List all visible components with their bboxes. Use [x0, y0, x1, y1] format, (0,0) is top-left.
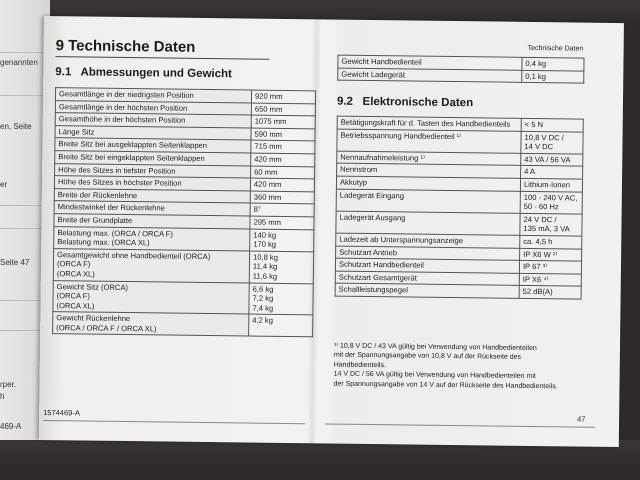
- page-number: 47: [577, 414, 586, 424]
- row-value: 6,6 kg 7,2 kg 7,4 kg: [249, 283, 313, 316]
- row-value: 920 mm: [251, 90, 315, 103]
- row-label: Gewicht Rückenlehne (ORCA / ORCA F / ORCA XL): [53, 312, 249, 337]
- table-row: [335, 283, 581, 299]
- previous-page-fragment: genannten: [0, 58, 38, 67]
- previous-page-fragment: Seite 47: [0, 258, 30, 267]
- row-value: ca. 4,5 h: [520, 235, 582, 248]
- row-label: Betätigungskraft für d. Tasten des Handbedienteils: [337, 116, 521, 131]
- row-value: 1075 mm: [251, 115, 315, 128]
- section-number: 9.2: [336, 95, 354, 108]
- row-label: Schallleistungspegel: [335, 283, 519, 298]
- row-value: 420 mm: [251, 153, 315, 166]
- footer-rule: [43, 420, 305, 424]
- section-number: 9.1: [55, 66, 72, 79]
- previous-page-fragment: er: [0, 180, 8, 189]
- section-heading-dimensions: [55, 66, 232, 80]
- section-title: Abmessungen und Gewicht: [80, 66, 232, 81]
- row-value: Lithium-Ionen: [520, 178, 582, 191]
- row-label: Betriebsspannung Handbedienteil ¹⁾: [337, 129, 521, 153]
- row-value: 420 mm: [250, 178, 314, 191]
- row-label: Ladezeit ab Unterspannungsanzeige: [336, 233, 520, 248]
- row-value: 10,8 V DC / 14 V DC: [521, 131, 583, 154]
- table-row: [53, 280, 313, 315]
- document-number: 1574469-A: [43, 408, 80, 418]
- chapter-title: [56, 37, 196, 56]
- footer-rule: [325, 423, 595, 427]
- row-value: 0,4 kg: [522, 57, 584, 70]
- row-value: < 5 N: [521, 118, 583, 131]
- row-label: Schutzart Antrieb: [336, 246, 520, 261]
- row-label: Höhe des Sitzes in tiefster Position: [55, 163, 251, 178]
- row-label: Akkutyp: [336, 176, 520, 191]
- row-value: 650 mm: [251, 103, 315, 116]
- weights-continued-table: [337, 55, 584, 84]
- chapter-rule: [55, 56, 269, 60]
- row-label: Gesamthöhe in der höchsten Position: [55, 113, 251, 128]
- row-value: 360 mm: [250, 191, 314, 204]
- row-value: 140 kg 170 kg: [250, 229, 314, 252]
- row-label: Breite der Rückenlehne: [54, 188, 250, 203]
- table-row: [336, 211, 582, 236]
- row-value: 295 mm: [250, 216, 314, 229]
- row-value: 0,1 kg: [522, 70, 584, 83]
- row-label: Ladegerät Ausgang: [336, 211, 520, 235]
- running-head: Technische Daten: [527, 44, 584, 53]
- row-value: 43 VA / 56 VA: [521, 153, 583, 166]
- row-label: Länge Sitz: [55, 125, 251, 140]
- row-label: Schutzart Gesamtgerät: [335, 271, 519, 286]
- row-label: Gewicht Sitz (ORCA) (ORCA F) (ORCA XL): [53, 280, 249, 314]
- row-value: 60 mm: [251, 166, 315, 179]
- chapter-name: Technische Daten: [68, 37, 196, 56]
- row-value: 10,8 kg 11,4 kg 11,6 kg: [249, 251, 313, 284]
- table-row: [54, 226, 314, 251]
- previous-page-fragment: h: [0, 392, 5, 401]
- row-label: Nennstrom: [337, 163, 521, 178]
- row-value: 52 dB(A): [519, 286, 581, 299]
- row-label: Mindestwinkel der Rückenlehne: [54, 201, 250, 216]
- row-value: 715 mm: [251, 140, 315, 153]
- previous-page-fragment: 469-A: [0, 422, 22, 431]
- section-title: Elektronische Daten: [362, 95, 474, 110]
- row-label: Breite Sitz bei eingeklappten Seitenklappen: [55, 151, 251, 166]
- row-label: Breite Sitz bei ausgeklappten Seitenklappen: [55, 138, 251, 153]
- row-value: IP 67 ³⁾: [519, 260, 581, 273]
- table-row: [338, 68, 584, 84]
- row-label: Ladegerät Eingang: [336, 189, 520, 213]
- row-label: Gewicht Handbedienteil: [338, 55, 522, 70]
- row-label: Belastung max. (ORCA / ORCA F) Belastung max. (ORCA XL): [54, 226, 250, 251]
- row-value: 4,2 kg: [249, 314, 313, 337]
- row-label: Gewicht Ladegerät: [338, 68, 522, 83]
- row-value: IP X6 W ²⁾: [520, 248, 582, 261]
- electronics-table: [335, 116, 584, 300]
- manual-spread: [39, 16, 624, 447]
- row-value: 24 V DC / 135 mA, 3 VA: [520, 213, 582, 236]
- row-label: Gesamtlänge in der niedrigsten Position: [55, 88, 251, 103]
- table-row: [53, 312, 313, 337]
- row-value: 100 - 240 V AC, 50 - 60 Hz: [520, 191, 582, 214]
- table-row: [336, 189, 582, 214]
- row-label: Schutzart Handbedienteil: [335, 258, 519, 273]
- table-row: [53, 248, 313, 283]
- row-value: 4 A: [521, 166, 583, 179]
- chapter-number: 9: [55, 37, 65, 55]
- section-heading-electronics: [337, 96, 473, 110]
- row-label: Gesamtgewicht ohne Handbedienteil (ORCA) (ORCA F) (ORCA XL): [53, 248, 249, 282]
- row-label: Breite der Grundplatte: [54, 214, 250, 229]
- row-value: IP X6 ⁴⁾: [519, 273, 581, 286]
- footnotes: ¹⁾ 10,8 V DC / 43 VA gültig bei Verwendung von Handbedienteilen mit der Spannungsangabe von 10,8 V auf der Rückseite des Handbedienteils. 14 V DC / 56 VA gültig bei Verwendung von Handbedienteilen mit der Spannungsangabe von 14 V auf der Rückseite des Handbedienteils.: [333, 342, 558, 390]
- row-label: Gesamtlänge in der höchsten Position: [55, 100, 251, 115]
- row-value: 8°: [250, 203, 314, 216]
- table-row: [337, 129, 583, 154]
- row-value: 590 mm: [251, 128, 315, 141]
- row-label: Höhe des Sitzes in höchster Position: [54, 176, 250, 191]
- row-label: Nennaufnahmeleistung ¹⁾: [337, 151, 521, 166]
- previous-page-fragment: en, Seite: [0, 122, 32, 131]
- previous-page-fragment: rper.: [0, 380, 17, 389]
- dimensions-table: [52, 87, 316, 338]
